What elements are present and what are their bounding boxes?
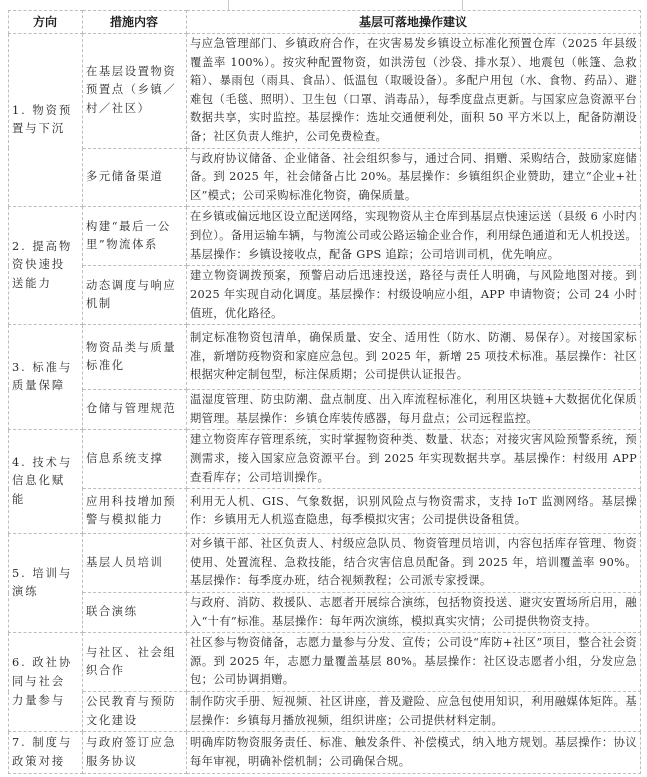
- measure-cell: 物资品类与质量标准化: [83, 325, 187, 390]
- page-edge-line: [228, 0, 229, 10]
- table-row: [9, 266, 641, 325]
- header-direction: 方向: [9, 11, 83, 34]
- table-row: [9, 593, 641, 633]
- direction-cell: 1. 物资预置与下沉: [9, 34, 83, 207]
- direction-cell: 2. 提高物资快速投送能力: [9, 207, 83, 325]
- advice-cell: 与政府协议储备、企业储备、社会组织参与，通过合同、捐赠、采购结合，鼓励家庭储备。到 2025 年，社会储备占比 20%。基层操作：乡镇组织企业赞助，建立“企业+社区”模式；公司采购标准化物资，确保质量。: [187, 148, 641, 207]
- page-edge-line: [462, 0, 463, 10]
- table-header-row: [9, 11, 641, 34]
- measure-cell: 与社区、社会组织合作: [83, 633, 187, 692]
- header-measure: 措施内容: [83, 11, 187, 34]
- measure-cell: 仓储与管理规范: [83, 390, 187, 430]
- table-row: [9, 207, 641, 266]
- table-row: [9, 390, 641, 430]
- measure-cell: 动态调度与响应机制: [83, 266, 187, 325]
- measure-cell: 应用科技增加预警与模拟能力: [83, 489, 187, 534]
- measure-cell: 多元储备渠道: [83, 148, 187, 207]
- advice-cell: 建立物资库存管理系统，实时掌握物资种类、数量、状态；对接灾害风险预警系统，预测需求，接入国家应急资源平台。到 2025 年实现数据共享。基层操作：村级用 APP 查看库存；公司培训操作。: [187, 430, 641, 489]
- advice-cell: 明确库防物资服务责任、标准、触发条件、补偿模式，纳入地方规划。基层操作：协议每年审视，明确补偿机制；公司确保合规。: [187, 732, 641, 774]
- advice-cell: 对乡镇干部、社区负责人、村级应急队员、物资管理员培训，内容包括库存管理、物资使用、处置流程、急救技能，结合灾害信息员配备。到 2025 年，培训覆盖率 90%。基层操作：每季度办班，结合视频教程；公司派专家授课。: [187, 534, 641, 593]
- measure-cell: 信息系统支撑: [83, 430, 187, 489]
- measure-cell: 构建“最后一公里”物流体系: [83, 207, 187, 266]
- advice-cell: 建立物资调拨预案，预警启动后迅速投送，路径与责任人明确，与风险地图对接。到 2025 年实现自动化调度。基层操作：村级设响应小组，APP 申请物资；公司 24 小时值班，优化路径。: [187, 266, 641, 325]
- table-row: [9, 148, 641, 207]
- direction-cell: 6. 政社协同与社会力量参与: [9, 633, 83, 732]
- advice-cell: 与政府、消防、救援队、志愿者开展综合演练，包括物资投送、避灾安置场所启用，融入“十有”标准。基层操作：每年两次演练，模拟真实灾情；公司提供物资支持。: [187, 593, 641, 633]
- advice-cell: 制定标准物资包清单，确保质量、安全、适用性（防水、防潮、易保存）。对接国家标准，新增防疫物资和家庭应急包。到 2025 年，新增 25 项技术标准。基层操作：社区根据灾种定制包型，标注保质期；公司提供认证报告。: [187, 325, 641, 390]
- direction-cell: 7. 制度与政策对接: [9, 732, 83, 774]
- direction-cell: 3. 标准与质量保障: [9, 325, 83, 430]
- measure-cell: 联合演练: [83, 593, 187, 633]
- advice-cell: 在乡镇或偏远地区设立配送网络，实现物资从主仓库到基层点快速运送（县级 6 小时内到位）。备用运输车辆，与物流公司或公路运输企业合作，利用绿色通道和无人机投送。基层操作：乡镇设接收点，配备 GPS 追踪；公司培训司机，优先响应。: [187, 207, 641, 266]
- advice-cell: 温湿度管理、防虫防潮、盘点制度、出入库流程标准化，利用区块链+大数据优化保质期管理。基层操作：乡镇仓库装传感器，每月盘点；公司远程监控。: [187, 390, 641, 430]
- table-row: [9, 34, 641, 149]
- table-row: [9, 732, 641, 774]
- advice-cell: 利用无人机、GIS、气象数据，识别风险点与物资需求，支持 IoT 监测网络。基层操作：乡镇用无人机巡查隐患，每季模拟灾害；公司提供设备租赁。: [187, 489, 641, 534]
- header-advice: 基层可落地操作建议: [187, 11, 641, 34]
- advice-cell: 制作防灾手册、短视频、社区讲座，普及避险、应急包使用知识，利用融媒体矩阵。基层操作：乡镇每月播放视频，组织讲座；公司提供材料定制。: [187, 692, 641, 732]
- table-row: [9, 325, 641, 390]
- direction-cell: 5. 培训与演练: [9, 534, 83, 633]
- table-row: [9, 430, 641, 489]
- measure-cell: 与政府签订应急服务协议: [83, 732, 187, 774]
- advice-cell: 与应急管理部门、乡镇政府合作，在灾害易发乡镇设立标准化预置仓库（2025 年县级覆盖率 100%）。按灾种配置物资，如洪涝包（沙袋、排水泵）、地震包（帐篷、急救箱）、暴雨包（雨具、食品）、低温包（取暖设备）。多配户用包（水、食物、药品）、避难包（毛毯、照明）、卫生包（口罩、消毒品），每季度盘点更新。与国家应急资源平台数据共享，实时监控。基层操作：选址交通便利处，面积 50 平方米以上，配备防潮设备；社区负责人维护，公司免费检查。: [187, 34, 641, 149]
- table-row: [9, 489, 641, 534]
- measures-table: [8, 10, 641, 774]
- table-row: [9, 692, 641, 732]
- table-row: [9, 633, 641, 692]
- table-row: [9, 534, 641, 593]
- measure-cell: 公民教育与预防文化建设: [83, 692, 187, 732]
- measure-cell: 基层人员培训: [83, 534, 187, 593]
- measure-cell: 在基层设置物资预置点（乡镇／村／社区）: [83, 34, 187, 149]
- direction-cell: 4. 技术与信息化赋能: [9, 430, 83, 534]
- advice-cell: 社区参与物资储备，志愿力量参与分发、宣传；公司设“库防+社区”项目，整合社会资源。到 2025 年，志愿力量覆盖基层 80%。基层操作：社区设志愿者小组，分发应急包；公司协调捐赠。: [187, 633, 641, 692]
